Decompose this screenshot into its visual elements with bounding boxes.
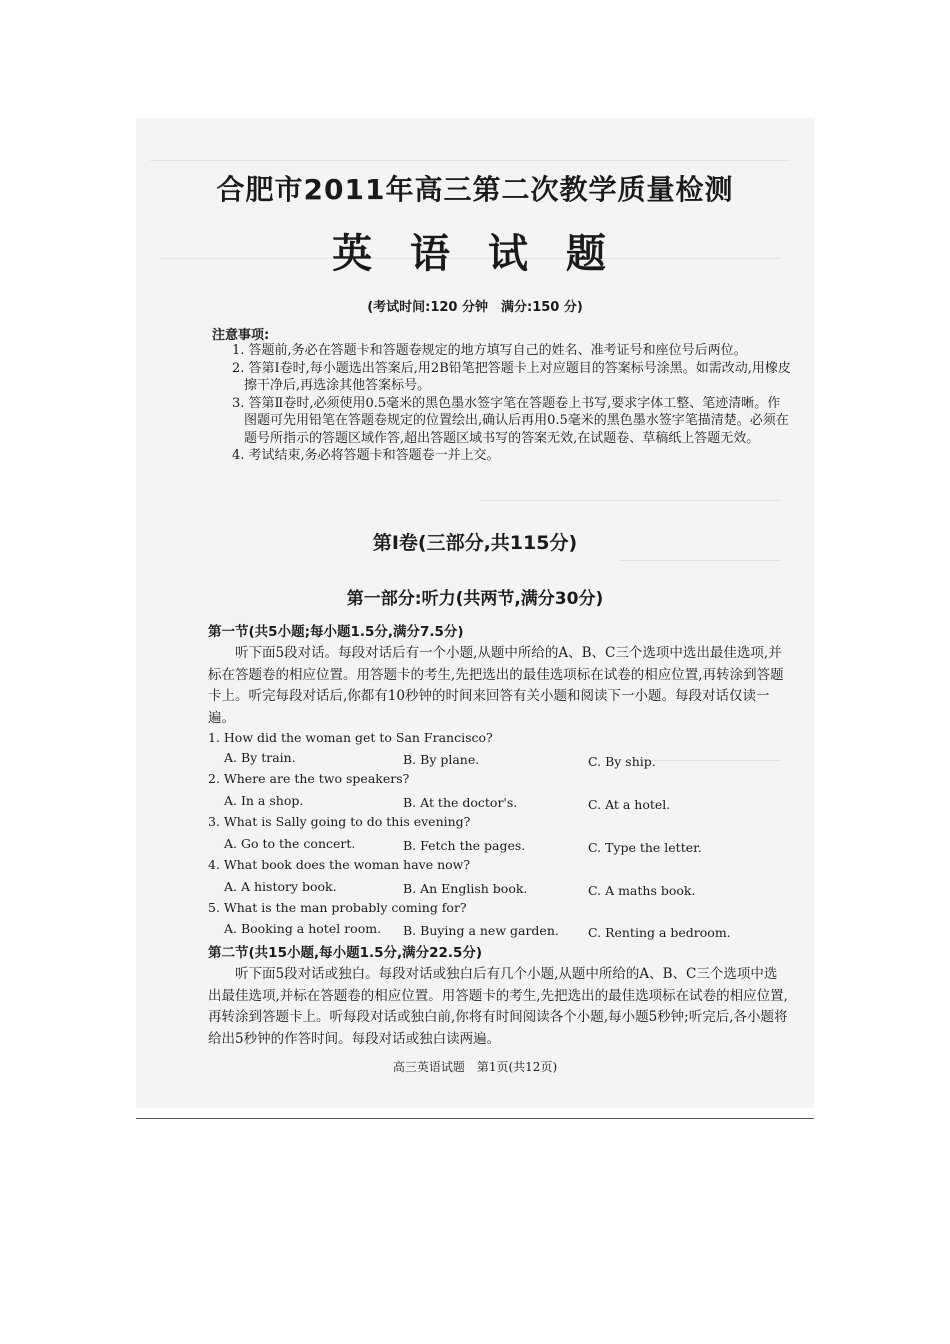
notice-item: 3. 答第Ⅱ卷时,必须使用0.5毫米的黑色墨水签字笔在答题卷上书写,要求字体工整、笔迹清晰。作图题可先用铅笔在答题卷规定的位置绘出,确认后再用0.5毫米的黑色墨水签字笔描清楚。必须在题号所指示的答题区域作答,超出答题区域书写的答案无效,在试题卷、草稿纸上答题无效。 [232, 395, 789, 446]
section2-instructions: 听下面5段对话或独白。每段对话或独白后有几个小题,从题中所给的A、B、C三个选项中选出最佳选项,并标在答题卷的相应位置。用答题卡的考生,先把选出的最佳选项标在试卷的相应位置,再转涂到答题卡上。听每段对话或独白前,你将有时间阅读各个小题,每小题5秒钟;听完后,各小题将给出5秒钟的作答时间。每段对话或独白读两遍。 [208, 966, 788, 1047]
question-4: 4. What book does the woman have now? [208, 857, 471, 872]
exam-info: (考试时间:120 分钟 满分:150 分) [367, 300, 583, 315]
volume-title: 第Ⅰ卷(三部分,共115分) [372, 532, 578, 554]
option-2a: A. In a shop. [224, 793, 304, 808]
option-5c: C. Renting a bedroom. [588, 925, 731, 940]
option-3b: B. Fetch the pages. [403, 838, 526, 853]
bleed-through-line [620, 560, 780, 561]
notice-item: 4. 考试结束,务必将答题卡和答题卷一并上交。 [232, 448, 500, 463]
subject-title: 英 语 试 题 [332, 230, 618, 277]
section2-heading: 第二节(共15小题,每小题1.5分,满分22.5分) [208, 945, 483, 961]
question-3: 3. What is Sally going to do this evening? [208, 814, 471, 829]
notice-heading: 注意事项: [212, 328, 270, 343]
divider [136, 1118, 814, 1119]
option-4b: B. An English book. [403, 881, 528, 896]
option-2c: C. At a hotel. [588, 797, 671, 812]
part-title: 第一部分:听力(共两节,满分30分) [346, 589, 604, 609]
option-3a: A. Go to the concert. [224, 836, 356, 851]
option-2b: B. At the doctor's. [403, 795, 518, 810]
option-1a: A. By train. [224, 750, 296, 765]
question-2: 2. Where are the two speakers? [208, 771, 410, 786]
option-4c: C. A maths book. [588, 883, 696, 898]
exam-title: 合肥市2011年高三第二次教学质量检测 [216, 173, 734, 206]
page-footer: 高三英语试题 第1页(共12页) [392, 1060, 558, 1074]
section1-heading: 第一节(共5小题;每小题1.5分,满分7.5分) [208, 624, 464, 640]
option-5b: B. Buying a new garden. [403, 923, 559, 938]
option-3c: C. Type the letter. [588, 840, 702, 855]
option-1c: C. By ship. [588, 754, 656, 769]
option-5a: A. Booking a hotel room. [224, 921, 382, 936]
bleed-through-line [480, 500, 780, 501]
question-1: 1. How did the woman get to San Francisco? [208, 730, 493, 745]
bleed-through-line [640, 760, 780, 761]
notice-item: 1. 答题前,务必在答题卡和答题卷规定的地方填写自己的姓名、准考证号和座位号后两位。 [232, 343, 747, 358]
option-4a: A. A history book. [224, 879, 337, 894]
bleed-through-line [150, 160, 790, 161]
notice-list [232, 342, 792, 465]
notice-item: 2. 答第Ⅰ卷时,每小题选出答案后,用2B铅笔把答题卡上对应题目的答案标号涂黑。如需改动,用橡皮擦干净后,再选涂其他答案标号。 [232, 360, 791, 393]
option-1b: B. By plane. [403, 752, 480, 767]
question-5: 5. What is the man probably coming for? [208, 900, 467, 915]
section1-instructions: 听下面5段对话。每段对话后有一个小题,从题中所给的A、B、C三个选项中选出最佳选项,并标在答题卷的相应位置。用答题卡的考生,先把选出的最佳选项标在试卷的相应位置,再转涂到答题卡上。听完每段对话后,你都有10秒钟的时间来回答有关小题和阅读下一小题。每段对话仅读一遍。 [208, 645, 784, 726]
